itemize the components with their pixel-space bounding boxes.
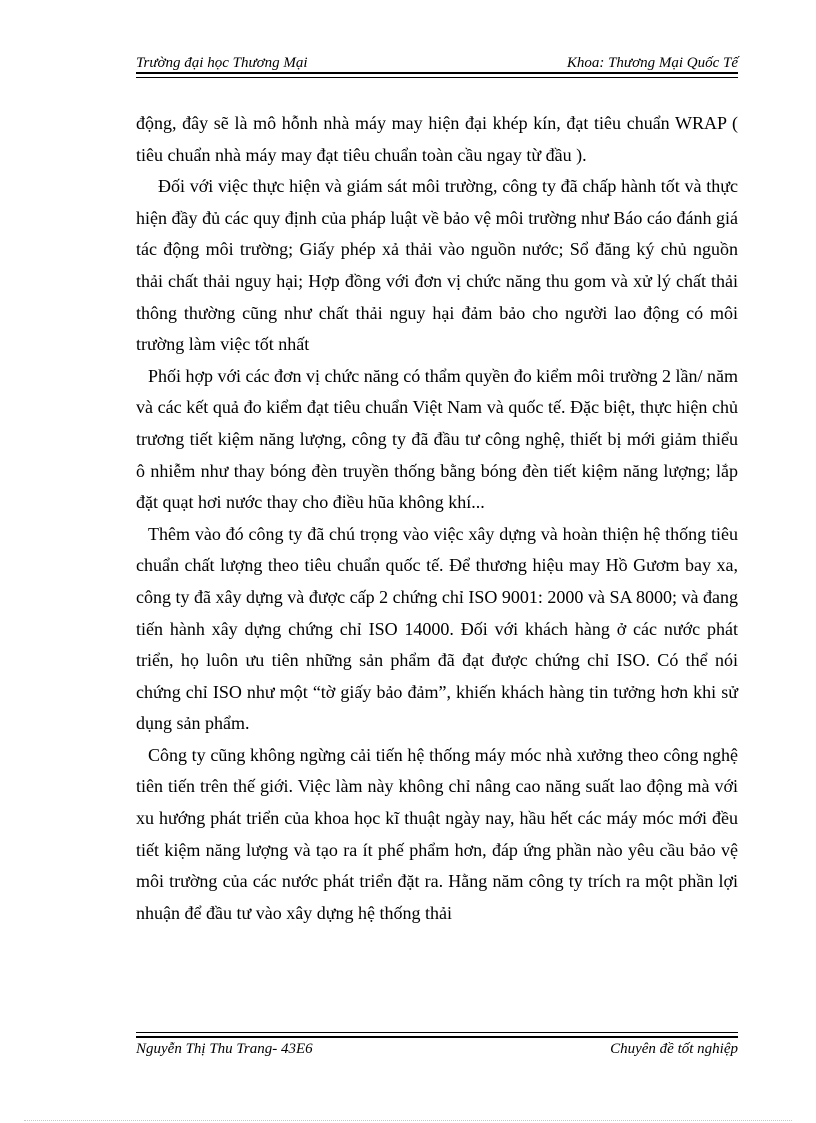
page-header (136, 50, 738, 72)
page-edge (24, 1120, 792, 1121)
document-body (136, 108, 738, 929)
page-footer (136, 1041, 738, 1058)
footer-document-type: Chuyên đề tốt nghiệp (610, 1041, 738, 1057)
header-university: Trường đại học Thương Mại (136, 55, 308, 71)
header-faculty: Khoa: Thương Mại Quốc Tế (566, 55, 738, 71)
paragraph-continued: động, đây sẽ là mô hỗnh nhà máy may hiện đại khép kín, đạt tiêu chuẩn WRAP ( tiêu chuẩn nhà máy may đạt tiêu chuẩn toàn cầu ngay từ đầu ). (136, 113, 738, 165)
paragraph-measurement: Phối hợp với các đơn vị chức năng có thẩm quyền đo kiểm môi trường 2 lần/ năm và các kết quả đo kiểm đạt tiêu chuẩn Việt Nam và quốc tế. Đặc biệt, thực hiện chủ trương tiết kiệm năng lượng, công ty đã đầu tư công nghệ, thiết bị mới giảm thiểu ô nhiễm như thay bóng đèn truyền thống bằng bóng đèn tiết kiệm năng lượng; lắp đặt quạt hơi nước thay cho điều hũa không khí... (136, 365, 738, 513)
paragraph-iso: Thêm vào đó công ty đã chú trọng vào việc xây dựng và hoàn thiện hệ thống tiêu chuẩn chất lượng theo tiêu chuẩn quốc tế. Để thương hiệu may Hồ Gươm bay xa, công ty đã xây dựng và được cấp 2 chứng chỉ ISO 9001: 2000 và SA 8000; và đang tiến hành xây dựng chứng chỉ ISO 14000. Đối với khách hàng ở các nước phát triển, họ luôn ưu tiên những sản phẩm đã đạt được chứng chỉ ISO. Có thể nói chứng chỉ ISO như một “tờ giấy bảo đảm”, khiến khách hàng tin tưởng hơn khi sử dụng sản phẩm. (136, 523, 738, 734)
footer-rule (136, 1032, 738, 1038)
header-rule (136, 72, 738, 78)
paragraph-environment: Đối với việc thực hiện và giám sát môi trường, công ty đã chấp hành tốt và thực hiện đầy đủ các quy định của pháp luật về bảo vệ môi trường như Báo cáo đánh giá tác động môi trường; Giấy phép xả thải vào nguồn nước; Sổ đăng ký chủ nguồn thải chất thải nguy hại; Hợp đồng với đơn vị chức năng thu gom và xử lý chất thải thông thường cũng như chất thải nguy hại đảm bảo cho người lao động có môi trường làm việc tốt nhất (136, 176, 738, 355)
paragraph-machinery: Công ty cũng không ngừng cải tiến hệ thống máy móc nhà xưởng theo công nghệ tiên tiến trên thế giới. Việc làm này không chỉ nâng cao năng suất lao động mà với xu hướng phát triển của khoa học kĩ thuật ngày nay, hầu hết các máy móc mới đều tiết kiệm năng lượng và tạo ra ít phế phẩm hơn, đáp ứng phần nào yêu cầu bảo vệ môi trường của các nước phát triển đặt ra. Hằng năm công ty trích ra một phần lợi nhuận để đầu tư vào xây dựng hệ thống thải (136, 744, 738, 923)
footer-author: Nguyễn Thị Thu Trang- 43E6 (136, 1041, 313, 1057)
